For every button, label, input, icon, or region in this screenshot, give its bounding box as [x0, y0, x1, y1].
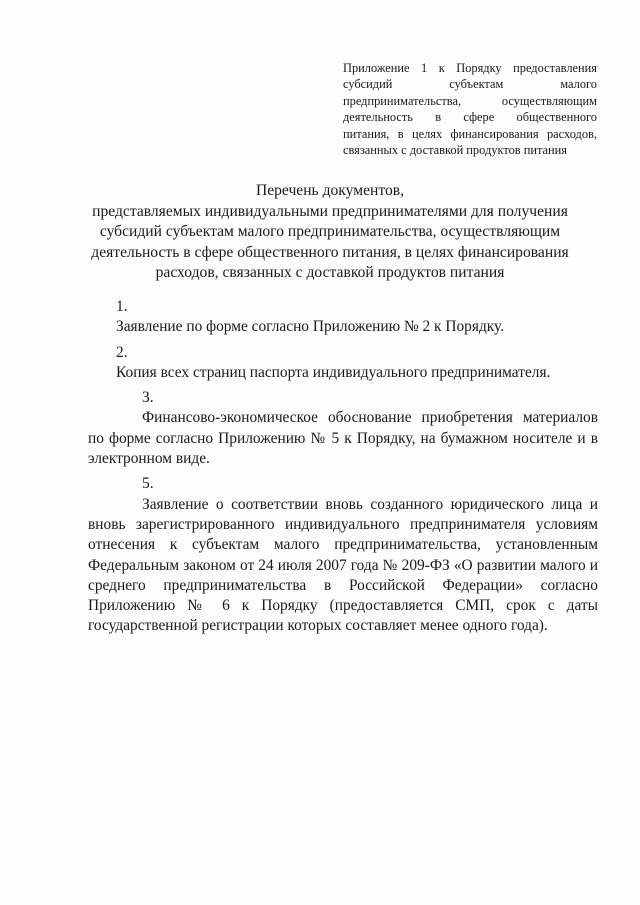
item-text: электронном виде. [88, 450, 210, 468]
item-text: Приложению № 6 к Порядку (предоставляется СМП, срок с даты [88, 597, 598, 615]
title-line: расходов, связанных с доставкой продуктов питания [155, 264, 505, 282]
title-line: субсидий субъектам малого предпринимательства, осуществляющим [99, 223, 561, 241]
title-line: Перечень документов, [255, 182, 405, 199]
list-item [88, 297, 598, 338]
document-title [80, 181, 580, 284]
item-number: 3. [142, 389, 154, 407]
item-text: отнесения к субъектам малого предпринимательства, установленным [88, 536, 598, 554]
item-text: Заявление о соответствии вновь созданного юридического лица и [142, 495, 598, 513]
appendix-note [343, 60, 597, 158]
item-text: Заявление по форме согласно Приложению № 2 к Порядку. [116, 318, 505, 336]
item-text: Федеральным законом от 24 июля 2007 года № 209-ФЗ «О развитии малого и [88, 556, 598, 574]
item-text: Финансово-экономическое обоснование приобретения материалов [142, 409, 598, 427]
documents-list [88, 297, 598, 642]
appendix-line: предпринимательства, осуществляющим [343, 93, 597, 108]
appendix-line: связанных с доставкой продуктов питания [343, 143, 567, 158]
list-item [88, 343, 598, 384]
item-number: 1. [116, 298, 128, 315]
item-number: 2. [116, 343, 128, 361]
item-text: вновь зарегистрированного индивидуального предпринимателя условиям [88, 515, 598, 533]
title-line: деятельность в сфере общественного питания, в целях финансирования [91, 243, 569, 261]
appendix-line: питания, в целях финансирования расходов, [343, 126, 597, 141]
item-text: по форме согласно Приложению № 5 к Порядку, на бумажном носителе и в [88, 429, 598, 447]
title-line: представляемых индивидуальными предпринимателями для получения [92, 202, 568, 220]
list-item [88, 474, 598, 636]
list-item [88, 388, 598, 469]
appendix-line: Приложение 1 к Порядку предоставления [343, 61, 597, 75]
item-text: Копия всех страниц паспорта индивидуального предпринимателя. [116, 363, 551, 381]
item-text: среднего предпринимательства в Российской Федерации» согласно [88, 576, 598, 594]
appendix-line: деятельность в сфере общественного [343, 110, 597, 125]
item-number: 5. [142, 475, 154, 493]
item-text: государственной регистрации которых составляет менее одного года). [88, 617, 548, 635]
appendix-line: субсидий субъектам малого [343, 77, 597, 92]
